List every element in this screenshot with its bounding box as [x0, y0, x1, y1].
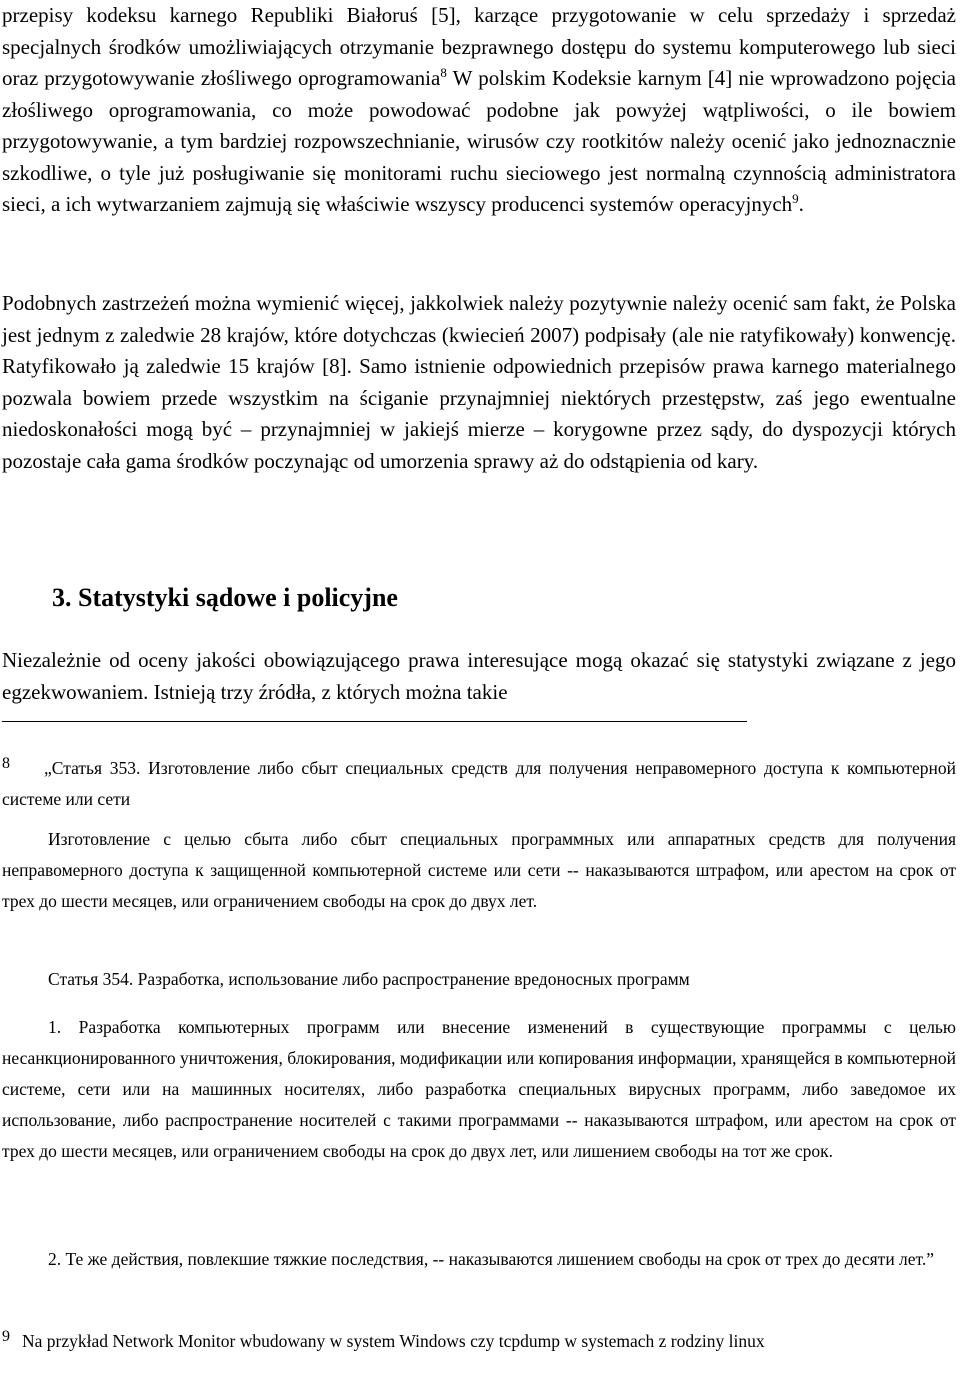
paragraph-text: przepisy kodeksu karnego Republiki Białoruś [5], karzące przygotowanie w celu sprzedaży i sprzedaż specjalnych środków umożliwiających otrzymanie bezprawnego dostępu do systemu komputerowego lub sieci oraz przygotowywanie złośliwego oprogramowania	[2, 3, 956, 90]
footnote-8-paragraph: Изготовление с целью сбыта либо сбыт специальных программных или аппаратных средств для получения неправомерного доступа к защищенной компьютерной системе или сети -- наказываются штрафом, или арестом на срок от трех до шести месяцев, или ограничением свободы на срок до двух лет.	[2, 829, 956, 911]
footnote-8-paragraph: 1. Разработка компьютерных программ или внесение изменений в существующие программы с целью несанкционированного уничтожения, блокирования, модификации или копирования информации, хранящейся в компьютерной системе, сети или на машинных носителях, либо разработка специальных вирусных программ, либо заведомое их использование, либо распространение носителей с такими программами -- наказываются штрафом, или арестом на срок от трех до шести месяцев, или ограничением свободы на срок до двух лет, или лишением свободы на тот же срок.	[2, 1017, 956, 1161]
footnote-ref-8[interactable]: 8	[440, 65, 447, 80]
footnote-8-paragraph: 2. Те же действия, повлекшие тяжкие последствия, -- наказываются лишением свободы на срок от трех до десяти лет.”	[48, 1249, 935, 1269]
body-paragraph-3: Niezależnie od oceny jakości obowiązującego prawa interesujące mogą okazać się statystyki związane z jego egzekwowaniem. Istnieją trzy źródła, z których można takie	[2, 648, 956, 704]
section-heading: 3. Statystyki sądowe i policyjne	[52, 583, 398, 612]
footnote-mark: 8	[2, 755, 10, 772]
paragraph-text: W polskim Kodeksie karnym [4] nie wprowadzono pojęcia złośliwego oprogramowania, co może powodować podobne jak powyżej wątpliwości, o ile bowiem przygotowywanie, a tym bardziej rozpowszechnianie, wirusów czy rootkitów należy ocenić jako jednoznacznie szkodliwe, o tyle już posługiwanie się monitorami ruchu sieciowego jest normalną czynnością administratora sieci, a ich wytwarzaniem zajmują się właściwie wszyscy producenci systemów operacyjnych	[2, 66, 956, 216]
body-paragraph-2: Podobnych zastrzeżeń można wymienić więcej, jakkolwiek należy pozytywnie należy ocenić sam fakt, że Polska jest jednym z zaledwie 28 krajów, które dotychczas (kwiecień 2007) podpisały (ale nie ratyfikowały) konwencję. Ratyfikowało ją zaledwie 15 krajów [8]. Samo istnienie odpowiednich przepisów prawa karnego materialnego pozwala bowiem przede wszystkim na ściganie przynajmniej niektórych przestępstw, zaś jego ewentualne niedoskonałości mogą być – przynajmniej w jakiejś mierze – korygowne przez sądy, do dyspozycji których pozostaje cała gama środków poczynając od umorzenia sprawy aż do odstąpienia od kary.	[2, 291, 956, 473]
footnote-9	[2, 1321, 956, 1357]
footnote-ref-9[interactable]: 9	[792, 191, 799, 206]
footnote-separator	[2, 721, 747, 722]
footnote-8	[2, 748, 956, 815]
body-paragraph-1	[2, 0, 956, 221]
footnote-text: Na przykład Network Monitor wbudowany w system Windows czy tcpdump w systemach z rodziny linux	[22, 1331, 765, 1351]
footnote-text: „Статья 353. Изготовление либо сбыт специальных средств для получения неправомерного доступа к компьютерной системе или сети	[2, 758, 956, 809]
paragraph-text: .	[798, 192, 804, 216]
footnote-mark: 9	[2, 1328, 10, 1345]
footnote-8-paragraph: Статья 354. Разработка, использование либо распространение вредоносных программ	[48, 969, 690, 989]
